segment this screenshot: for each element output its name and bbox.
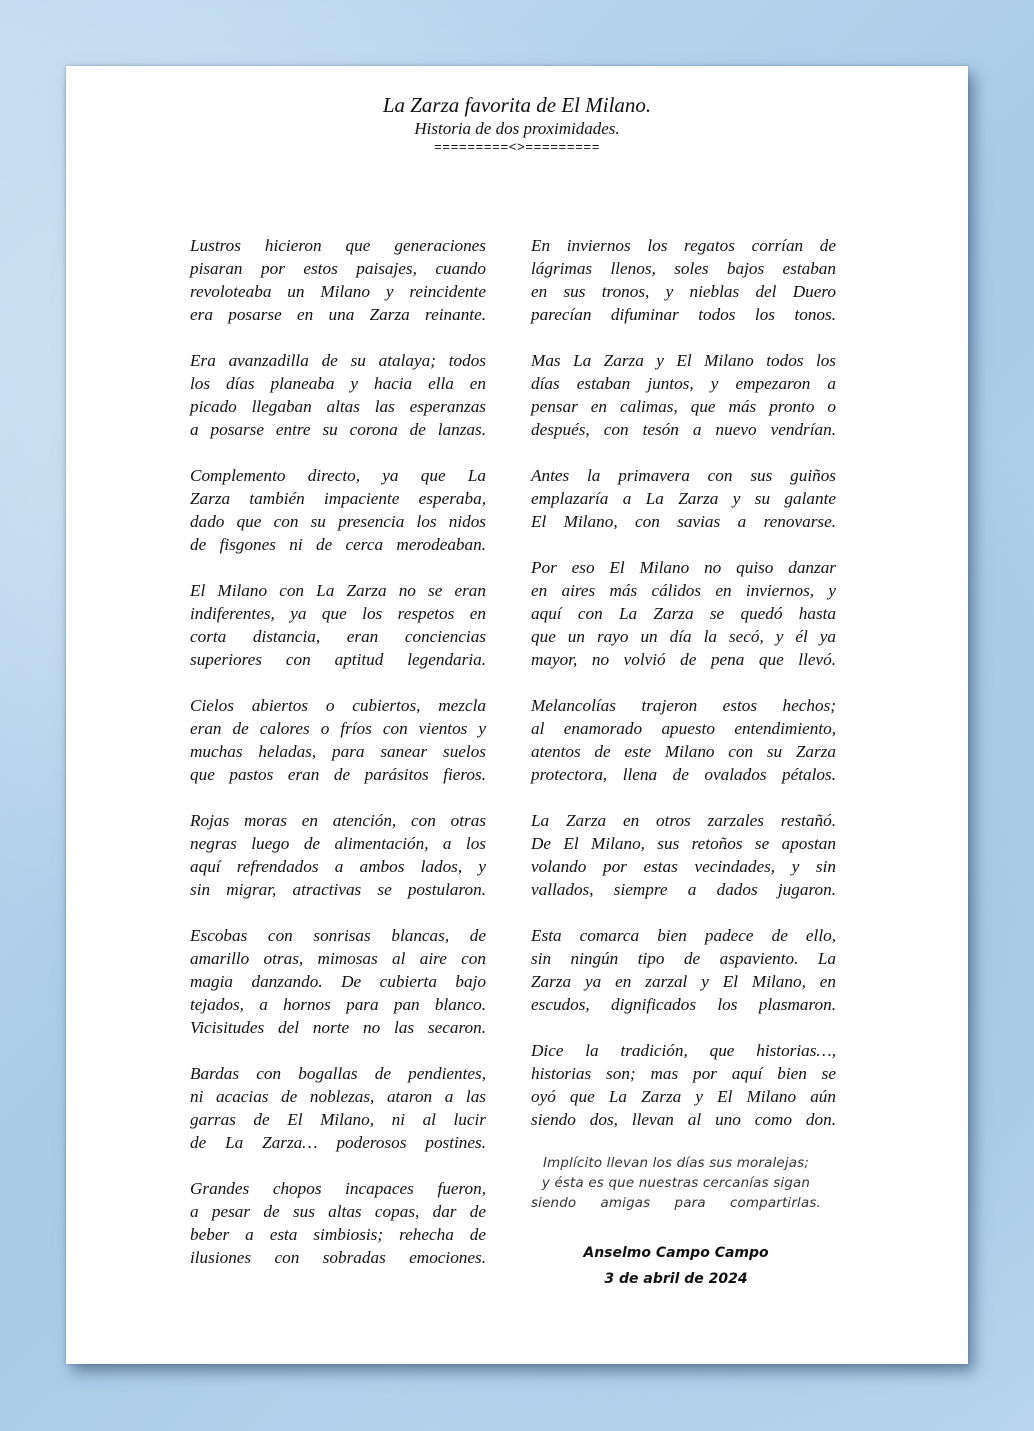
verse-line: escudos, dignificados los plasmaron. xyxy=(531,995,836,1014)
verse-line: mayor, no volvió de pena que llevó. xyxy=(531,650,836,669)
verse-line: Rojas moras en atención, con otras xyxy=(190,811,486,830)
left-column xyxy=(190,234,486,1292)
stanza xyxy=(531,234,836,326)
verse-line: amarillo otras, mimosas al aire con xyxy=(190,949,486,968)
verse-line: Melancolías trajeron estos hechos; xyxy=(531,696,836,715)
verse-line: Por eso El Milano no quiso danzar xyxy=(531,558,836,577)
verse-line: los días planeaba y hacia ella en xyxy=(190,374,486,393)
verse-line: después, con tesón a nuevo vendrían. xyxy=(531,420,836,439)
verse-line: aquí con La Zarza se quedó hasta xyxy=(531,604,836,623)
verse-line: lágrimas llenos, soles bajos estaban xyxy=(531,259,836,278)
verse-line: picado llegaban altas las esperanzas xyxy=(190,397,486,416)
verse-line: Lustros hicieron que generaciones xyxy=(190,236,486,255)
verse-line: vallados, siempre a dados jugaron. xyxy=(531,880,836,899)
verse-line: siendo dos, llevan al uno como don. xyxy=(531,1110,836,1129)
verse-line: historias son; mas por aquí bien se xyxy=(531,1064,836,1083)
verse-line: Dice la tradición, que historias…, xyxy=(531,1041,836,1060)
verse-line: de fisgones ni de cerca merodeaban. xyxy=(190,535,486,554)
poem-subtitle: Historia de dos proximidades. xyxy=(414,119,620,138)
moral-text xyxy=(531,1154,821,1214)
verse-line: Zarza también impaciente esperaba, xyxy=(190,489,486,508)
verse-line: Zarza ya en zarzal y El Milano, en xyxy=(531,972,836,991)
poem-title: La Zarza favorita de El Milano. xyxy=(382,93,652,117)
verse-line: Cielos abiertos o cubiertos, mezcla xyxy=(190,696,486,715)
verse-line: que pastos eran de parásitos fieros. xyxy=(190,765,486,784)
verse-line: beber a esta simbiosis; rehecha de xyxy=(190,1225,486,1244)
author-name: Anselmo Campo Campo xyxy=(583,1245,769,1261)
stanza xyxy=(531,556,836,671)
stanza xyxy=(190,579,486,671)
stanza xyxy=(190,1062,486,1154)
verse-line: El Milano con La Zarza no se eran xyxy=(190,581,486,600)
stanza xyxy=(190,809,486,901)
verse-line: Bardas con bogallas de pendientes, xyxy=(190,1064,486,1083)
moral-line: Implícito llevan los días sus moralejas; xyxy=(542,1156,810,1171)
verse-line: en sus tronos, y nieblas del Duero xyxy=(531,282,836,301)
stanza xyxy=(190,924,486,1039)
verse-line: que un rayo un día la secó, y él ya xyxy=(531,627,836,646)
verse-line: eran de calores o fríos con vientos y xyxy=(190,719,486,738)
stanza xyxy=(531,1039,836,1131)
stanza xyxy=(531,924,836,1016)
verse-line: muchas heladas, para sanear suelos xyxy=(190,742,486,761)
verse-line: ilusiones con sobradas emociones. xyxy=(190,1248,486,1267)
verse-line: Antes la primavera con sus guiños xyxy=(531,466,836,485)
stanza xyxy=(190,464,486,556)
verse-line: indiferentes, ya que los respetos en xyxy=(190,604,486,623)
verse-line: oyó que La Zarza y El Milano aún xyxy=(531,1087,836,1106)
verse-line: corta distancia, eran conciencias xyxy=(190,627,486,646)
moral-line: siendo amigas para compartirlas. xyxy=(531,1196,821,1211)
verse-line: La Zarza en otros zarzales restañó. xyxy=(531,811,836,830)
verse-line: parecían difuminar todos los tonos. xyxy=(531,305,836,324)
verse-line: aquí refrendados a ambos lados, y xyxy=(190,857,486,876)
verse-line: superiores con aptitud legendaria. xyxy=(190,650,486,669)
stanza xyxy=(190,349,486,441)
verse-line: de La Zarza… poderosos postines. xyxy=(190,1133,486,1152)
stanza xyxy=(531,349,836,441)
verse-line: revoloteaba un Milano y reincidente xyxy=(190,282,486,301)
verse-line: Era avanzadilla de su atalaya; todos xyxy=(190,351,486,370)
verse-line: negras luego de alimentación, a los xyxy=(190,834,486,853)
verse-line: Grandes chopos incapaces fueron, xyxy=(190,1179,486,1198)
verse-line: Mas La Zarza y El Milano todos los xyxy=(531,351,836,370)
verse-line: era posarse en una Zarza reinante. xyxy=(190,305,486,324)
verse-line: ni acacias de noblezas, ataron a las xyxy=(190,1087,486,1106)
verse-line: días estaban juntos, y empezaron a xyxy=(531,374,836,393)
verse-line: a pesar de sus altas copas, dar de xyxy=(190,1202,486,1221)
verse-line: Escobas con sonrisas blancas, de xyxy=(190,926,486,945)
poem-date: 3 de abril de 2024 xyxy=(604,1271,748,1287)
verse-line: magia danzando. De cubierta bajo xyxy=(190,972,486,991)
verse-line: atentos de este Milano con su Zarza xyxy=(531,742,836,761)
verse-line: pisaran por estos paisajes, cuando xyxy=(190,259,486,278)
right-column xyxy=(531,234,836,1154)
title-divider: =========<>========= xyxy=(433,140,601,155)
verse-line: emplazaría a La Zarza y su galante xyxy=(531,489,836,508)
stanza xyxy=(531,694,836,786)
verse-line: protectora, llena de ovalados pétalos. xyxy=(531,765,836,784)
verse-line: sin migrar, atractivas se postularon. xyxy=(190,880,486,899)
stanza xyxy=(190,694,486,786)
verse-line: garras de El Milano, ni al lucir xyxy=(190,1110,486,1129)
stanza xyxy=(190,234,486,326)
stanza xyxy=(531,809,836,901)
verse-line: dado que con su presencia los nidos xyxy=(190,512,486,531)
verse-line: Complemento directo, ya que La xyxy=(190,466,486,485)
verse-line: volando por estas vecindades, y sin xyxy=(531,857,836,876)
moral-line: y ésta es que nuestras cercanías sigan xyxy=(541,1176,811,1191)
verse-line: En inviernos los regatos corrían de xyxy=(531,236,836,255)
verse-line: Esta comarca bien padece de ello, xyxy=(531,926,836,945)
verse-line: El Milano, con savias a renovarse. xyxy=(531,512,836,531)
verse-line: en aires más cálidos en inviernos, y xyxy=(531,581,836,600)
verse-line: Vicisitudes del norte no las secaron. xyxy=(190,1018,486,1037)
verse-line: a posarse entre su corona de lanzas. xyxy=(190,420,486,439)
poem-sheet xyxy=(66,66,968,1364)
verse-line: sin ningún tipo de aspaviento. La xyxy=(531,949,836,968)
stanza xyxy=(531,464,836,533)
poem-header xyxy=(66,92,968,156)
verse-line: De El Milano, sus retoños se apostan xyxy=(531,834,836,853)
verse-line: tejados, a hornos para pan blanco. xyxy=(190,995,486,1014)
stanza xyxy=(190,1177,486,1269)
verse-line: al enamorado apuesto entendimiento, xyxy=(531,719,836,738)
signature-block xyxy=(531,1240,821,1292)
verse-line: pensar en calimas, que más pronto o xyxy=(531,397,836,416)
